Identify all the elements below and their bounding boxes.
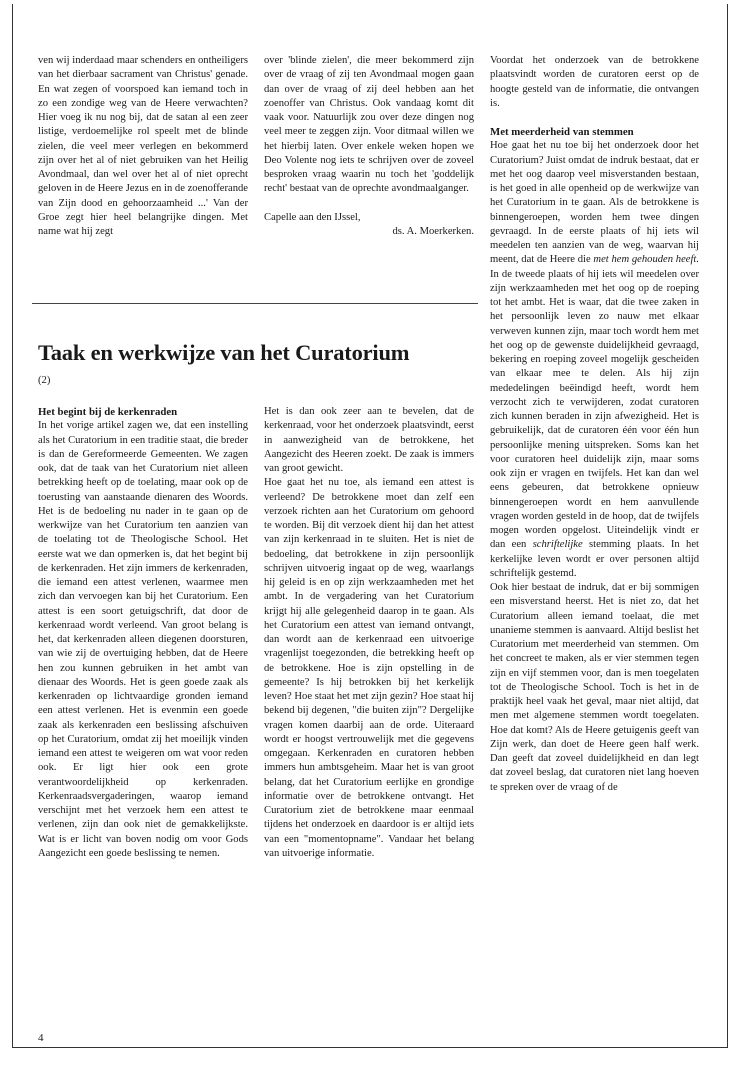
right-col-p2-emphasis-1: met hem gehouden heeft. xyxy=(593,254,700,266)
signature-place: Capelle aan den IJssel, xyxy=(264,211,361,223)
right-col-paragraph-1: Voordat het onderzoek van de betrokkene plaatsvindt worden de curatoren eerst op de hoogte gesteld van de informatie, die ontvangen is. xyxy=(490,55,699,109)
article-col2-paragraph-2: Hoe gaat het nu toe, als iemand een attest is verleend? De betrokkene moet dan zelf een verzoek richten aan het Curatorium om gehoord te worden. Bij dit verzoek dient hij dan het attest van zijn kerkenraad in te sluiten. Het is niet de bedoeling, dat betrokkene in zijn persoonlijk schrijven uitvoerig ingaat op de weg, waarlangs hij geleid is en op zijn werkzaamheden met het ambt. In de vergadering van het Curatorium krijgt hij alle gelegenheid daarop in te gaan. Als het Curatorium een attest van iemand ontvangt, dan wordt aan de kerkenraad een uitvoerige vragenlijst toegezonden, die betrekking heeft op de betrokkene. Hoe is zijn opstelling in de gemeente? Is hij betrokken bij het kerkelijk leven? Hoe staat het met zijn gezin? Hoe staat hij bekend bij degenen, "die buiten zijn"? Dergelijke vragen komen daarbij aan de orde. Uiteraard wordt er hoogst vertrouwelijk met die gegevens omgegaan. Kerkenraden en curatoren hebben immers hun ambtsgeheim. Maar het is van groot belang, dat het Curatorium eerlijke en grondige informatie over de betrokkene ontvangt. Het Curatorium ziet de betrokkene maar eenmaal tijdens het onderzoek en daardoor is er altijd iets van een "momentopname". Vandaar het belang van uitvoerige informatie. xyxy=(264,477,474,859)
right-col-p2-part-a: Hoe gaat het nu toe bij het onderzoek door het Curatorium? Juist omdat de indruk bestaat, dat er met het oog daarop veel misverstanden bestaan, is het goed in alle openheid op de werkwijze van het Curatorium in te gaan. Als de betrokkene is binnengeroepen, worden hem twee dingen gevraagd. In de eerste plaats of hij iets wil meedelen ten aanzien van de weg, waarvan hij meent, dat de Heere die xyxy=(490,140,699,266)
section-heading-meerderheid: Met meerderheid van stemmen xyxy=(490,126,634,138)
top-column-1 xyxy=(38,54,248,239)
article-title: Taak en werkwijze van het Curatorium xyxy=(38,340,410,365)
right-col-p2-part-b: In de tweede plaats of hij iets wil meedelen over zijn werkzaamheden met het oog op de roeping tot het ambt. Het is waar, dat die twee zaken in het persoonlijk leven zo nauw met elkaar verweven kunnen zijn, maar toch wordt hem met het oog op de gewenste duidelijkheid gevraagd, bekering en roeping zoveel mogelijk gescheiden van elkaar mee te delen. Als hij zijn mededelingen beëindigd heeft, wordt hem verzocht zich te verwijderen, zodat curatoren zich kunnen beraden in zijn afwezigheid. Het is gebruikelijk, dat de curatoren één voor één hun persoonlijke mening uitspreken. Soms kan het voor curatoren heel duidelijk zijn, maar soms ook zijn er vragen en twijfels. Het kan dan wel eens gebeuren, dat betrokkene opnieuw binnengeroepen wordt en hem aanvullende vragen worden gesteld in de hoop, dat de twijfels mogen worden opgelost. Uiteindelijk vindt er dan een xyxy=(490,268,699,551)
top-column-2 xyxy=(264,54,474,239)
right-col-p2-part-c: stemming plaats. In het kerkelijke leven wordt er over personen altijd schriftelijk gestemd. xyxy=(490,539,699,579)
section-heading-kerkenraden: Het begint bij de kerkenraden xyxy=(38,406,178,418)
article-column-2 xyxy=(264,405,474,861)
page-number: 4 xyxy=(38,1032,44,1044)
right-col-paragraph-2 xyxy=(490,139,699,581)
article-column-1 xyxy=(38,405,248,861)
right-column xyxy=(490,54,699,795)
right-col-p2-emphasis-2: schriftelijke xyxy=(532,539,583,551)
top-col1-text: ven wij inderdaad maar schenders en ontheiligers van het dierbaar sacrament van Christus' genade. En wat zegen of voorspoed kan iemand toch in zo een zondige weg van de Heere verwachten? Hier voeg ik nu nog bij, dat de satan al een zeer listige, verdoemelijke rol speelt met de blinde zielen, die veel meer verlegen en bekommerd zijn over het al of niet gebruiken van het Heilig Avondmaal, dan wel over het al of niet oprecht geloven in de Heere Jezus en in de zoenofferande van Zijn dood en gehoorzaamheid ...' Van der Groe zegt hier heel belangrijke dingen. Met name wat hij zegt xyxy=(38,55,248,237)
section-divider xyxy=(32,303,478,304)
article-col1-text: In het vorige artikel zagen we, dat een instelling als het Curatorium in een traditie staat, die breder is dan de Gereformeerde Gemeenten. We zagen ook, dat de taak van het Curatorium niet alleen betrekking heeft op de toelating, maar ook op de toerusting van aanstaande dienaren des Woords. Het is de bedoeling nu nader in te gaan op de werkwijze van het Curatorium ten aanzien van de toelating tot de Theologische School. Het eerste wat we dan opmerken is, dat het begint bij de kerkenraden. Het zijn immers de kerkenraden, die iemand een attest verlenen, waarmee men zich dan vervoegen kan bij het Curatorium. Een attest is een soort getuigschrift, dat door de kerkenraad wordt verleend. Van groot belang is het, dat kerkenraden alleen diegenen doorsturen, van wie zij de overtuiging hebben, dat de Heere hen zou kunnen gebruiken in het ambt van dienaar des Woords. Het is geen goede zaak als kerkenraden op lichtvaardige gronden iemand een attest verlenen. Het is evenmin een goede zaak als kerkenraden een beslissing afschuiven op het Curatorium, omdat zij het moeilijk vinden iemand een attest te weigeren om wat voor reden ook. Er ligt hier ook een grote verantwoordelijkheid op kerkenraden. Kerkenraadsvergaderingen, waarop iemand verschijnt met het verzoek hem een attest te verlenen, zijn dan ook niet de gemakkelijkste. Wat is er licht van boven nodig om voor Gods Aangezicht een goede beslissing te nemen. xyxy=(38,420,248,859)
article-col2-paragraph-1: Het is dan ook zeer aan te bevelen, dat de kerkenraad, voor het onderzoek plaatsvindt, eerst in aanwezigheid van de betrokkene, het Aangezicht des Heeren zoekt. De zaak is immers van groot gewicht. xyxy=(264,406,474,474)
signature-name: ds. A. Moerkerken. xyxy=(392,225,474,237)
article-part-number: (2) xyxy=(38,375,51,386)
signature-block xyxy=(264,211,474,240)
right-col-paragraph-3: Ook hier bestaat de indruk, dat er bij sommigen een misverstand heerst. Het is niet zo, dat het Curatorium alleen iemand toelaat, die met unanieme stemmen is aanvaard. Altijd beslist het Curatorium met meerderheid van stemmen. Om het concreet te maken, als er vier stemmen tegen zijn en vijf stemmen voor, dan is men toegelaten tot de Theologische School. Toch is het in de praktijk heel vaak het geval, maar niet altijd, dat men met algemene stemmen wordt toegelaten. Hoe dat komt? Als de Heere getuigenis geeft van Zijn werk, dan doet de Heere geen half werk. Dan geeft dat zoveel duidelijkheid en dan legt dat zoveel beslag, dat curatoren niet lang hoeven te spreken over de vraag of de xyxy=(490,582,699,793)
top-col2-text: over 'blinde zielen', die meer bekommerd zijn over de vraag of zij ten Avondmaal mogen gaan dan over de vraag of zij deel hebben aan het zoenoffer van Christus. Ook vandaag komt dit vaak voor. Natuurlijk zou over deze dingen nog veel meer te zeggen zijn. Voor ditmaal willen we het hierbij laten. Over enkele weken hopen we Deo Volente nog iets te schrijven over de zoveel besproken vraag waarin nu toch het 'goddelijk recht' bestaat van de oprechte avondmaalganger. xyxy=(264,55,474,195)
